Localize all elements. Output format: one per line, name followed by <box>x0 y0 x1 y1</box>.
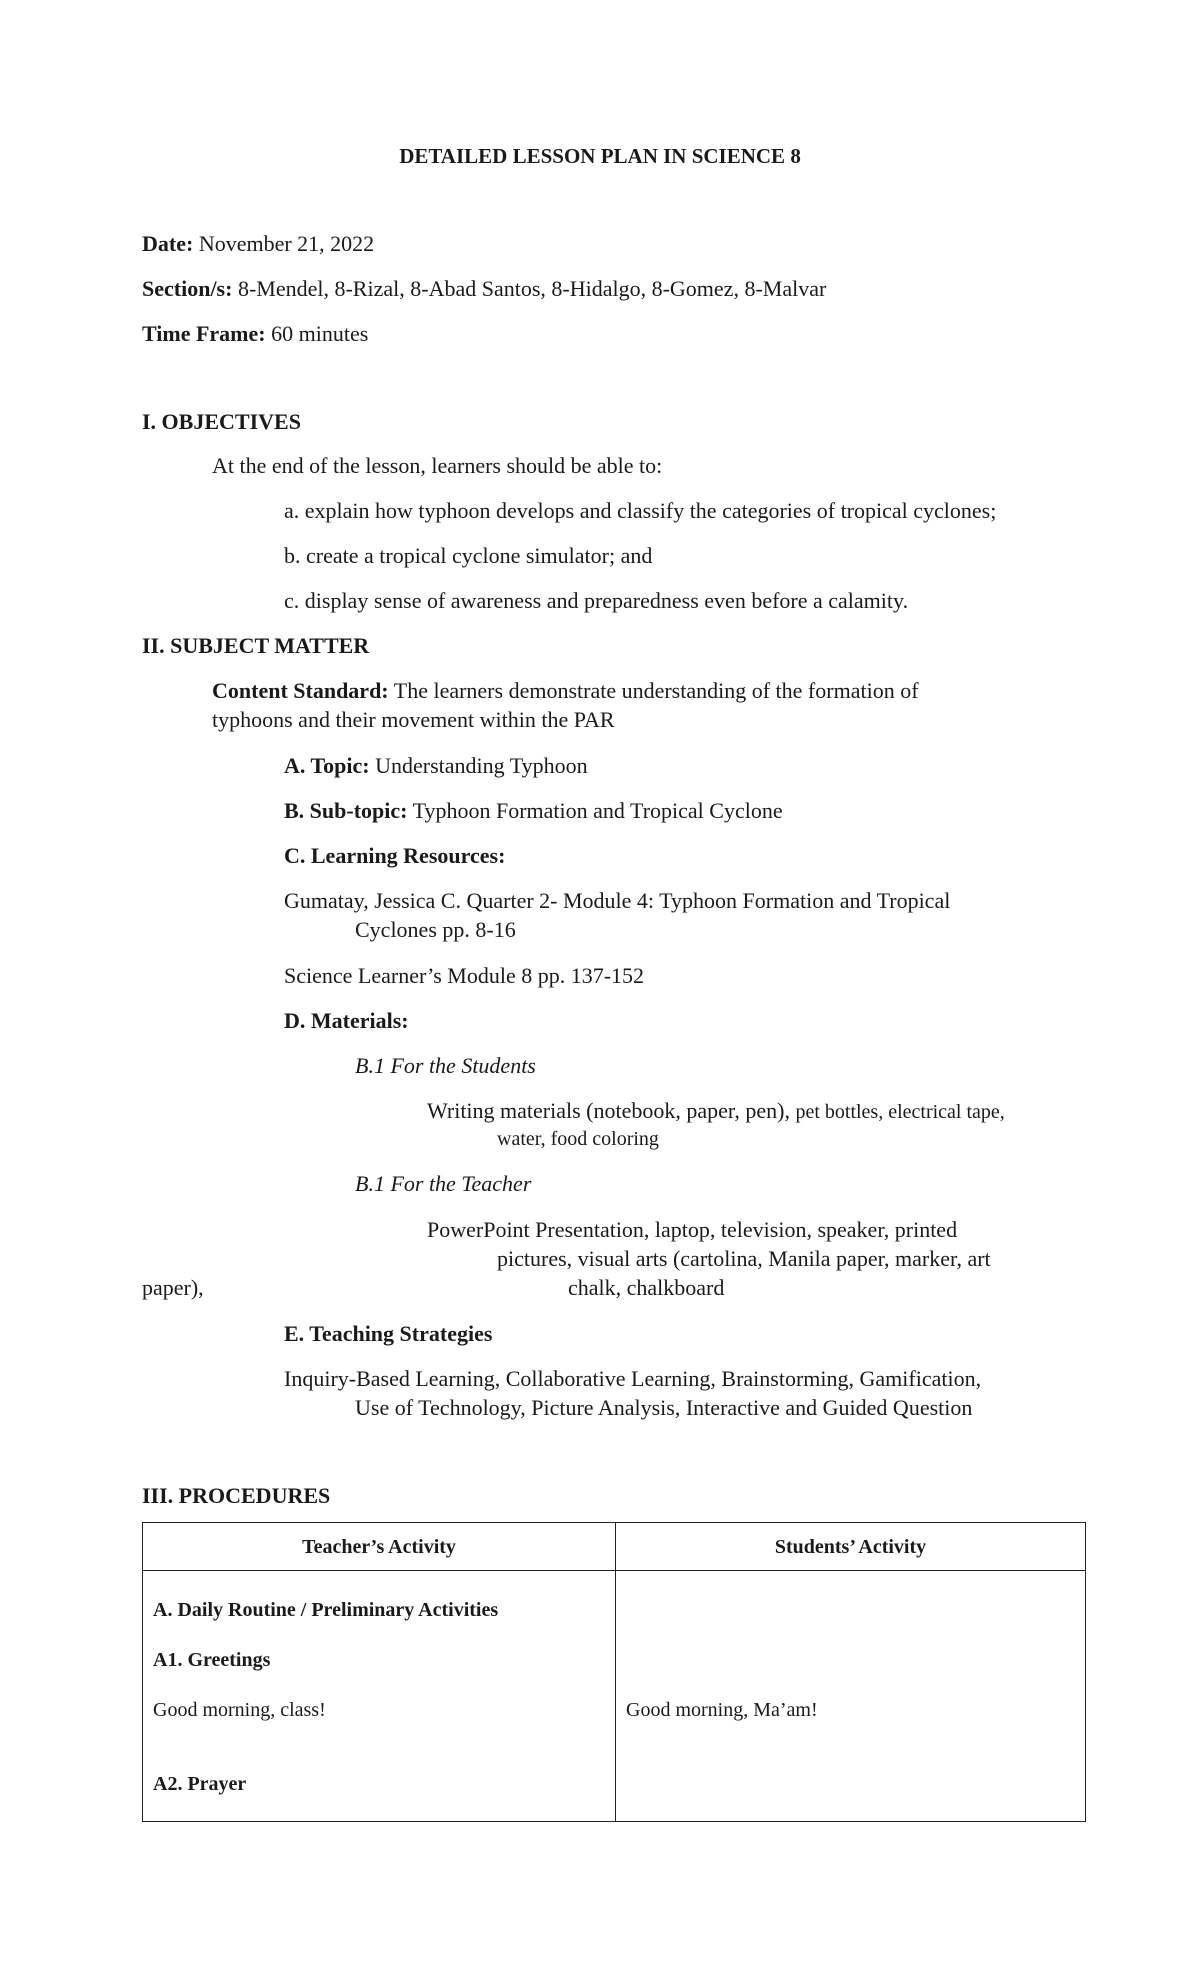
learning-resources-label: C. Learning Resources: <box>284 843 506 868</box>
for-students-label: B.1 For the Students <box>355 1053 536 1078</box>
resource-2: Science Learner’s Module 8 pp. 137-152 <box>284 963 645 988</box>
students-activity-cell <box>616 1571 1086 1822</box>
subtopic-value: Typhoon Formation and Tropical Cyclone <box>412 798 783 823</box>
date-line <box>142 230 374 259</box>
subject-matter-heading: II. SUBJECT MATTER <box>142 633 370 658</box>
topic-value: Understanding Typhoon <box>375 753 588 778</box>
subtopic-label: B. Sub-topic: <box>284 798 408 823</box>
time-frame-value: 60 minutes <box>271 321 369 346</box>
topic-label: A. Topic: <box>284 753 370 778</box>
objective-item-a: a. explain how typhoon develops and classify the categories of tropical cyclones; <box>284 498 997 523</box>
teacher-activity-header: Teacher’s Activity <box>143 1523 616 1571</box>
teacher-materials-wrap-left: paper), <box>142 1275 204 1300</box>
date-value: November 21, 2022 <box>198 231 375 256</box>
section-line <box>142 275 826 304</box>
teacher-materials: PowerPoint Presentation, laptop, television, speaker, printed <box>427 1217 958 1242</box>
content-standard-label: Content Standard: <box>212 678 389 703</box>
students-materials-text-small: pet bottles, electrical tape, <box>795 1101 1005 1123</box>
teacher-materials-cont: pictures, visual arts (cartolina, Manila paper, marker, art <box>497 1246 991 1271</box>
teaching-strategies-text: Inquiry-Based Learning, Collaborative Learning, Brainstorming, Gamification, <box>284 1366 982 1391</box>
daily-routine-heading: A. Daily Routine / Preliminary Activities <box>153 1599 499 1621</box>
date-label: Date: <box>142 231 194 256</box>
time-frame-line <box>142 320 368 349</box>
resource-1-cont: Cyclones pp. 8-16 <box>355 917 516 942</box>
students-materials-text: Writing materials (notebook, paper, pen), <box>427 1098 790 1123</box>
for-teacher-label: B.1 For the Teacher <box>355 1171 532 1196</box>
students-activity-header: Students’ Activity <box>616 1523 1086 1571</box>
resource-1: Gumatay, Jessica C. Quarter 2- Module 4: Typhoon Formation and Tropical <box>284 888 951 913</box>
students-materials <box>427 1097 1005 1126</box>
topic-line <box>284 752 588 781</box>
table-header-row <box>143 1523 1086 1571</box>
teaching-strategies-label: E. Teaching Strategies <box>284 1321 493 1346</box>
teacher-materials-wrap-right: chalk, chalkboard <box>568 1275 725 1300</box>
section-value: 8-Mendel, 8-Rizal, 8-Abad Santos, 8-Hidalgo, 8-Gomez, 8-Malvar <box>237 276 827 301</box>
teaching-strategies-text-cont: Use of Technology, Picture Analysis, Interactive and Guided Question <box>355 1395 973 1420</box>
subtopic-line <box>284 797 783 826</box>
content-standard-text: The learners demonstrate understanding of the formation of <box>393 678 919 703</box>
objectives-heading: I. OBJECTIVES <box>142 409 301 434</box>
students-materials-cont: water, food coloring <box>497 1128 659 1150</box>
objectives-intro: At the end of the lesson, learners should be able to: <box>212 453 663 478</box>
time-frame-label: Time Frame: <box>142 321 266 346</box>
table-row <box>143 1571 1086 1822</box>
objective-item-c: c. display sense of awareness and preparedness even before a calamity. <box>284 588 909 613</box>
student-greeting: Good morning, Ma’am! <box>626 1699 818 1721</box>
content-standard <box>212 677 919 706</box>
greetings-heading: A1. Greetings <box>153 1649 271 1671</box>
teacher-greeting: Good morning, class! <box>153 1699 326 1721</box>
procedures-heading: III. PROCEDURES <box>142 1483 331 1508</box>
content-standard-text-cont: typhoons and their movement within the PAR <box>212 707 615 732</box>
section-label: Section/s: <box>142 276 233 301</box>
page-title: DETAILED LESSON PLAN IN SCIENCE 8 <box>399 144 801 168</box>
procedures-table <box>142 1522 1086 1822</box>
prayer-heading: A2. Prayer <box>153 1773 247 1795</box>
objective-item-b: b. create a tropical cyclone simulator; and <box>284 543 653 568</box>
teacher-activity-cell <box>143 1571 616 1822</box>
materials-label: D. Materials: <box>284 1008 409 1033</box>
